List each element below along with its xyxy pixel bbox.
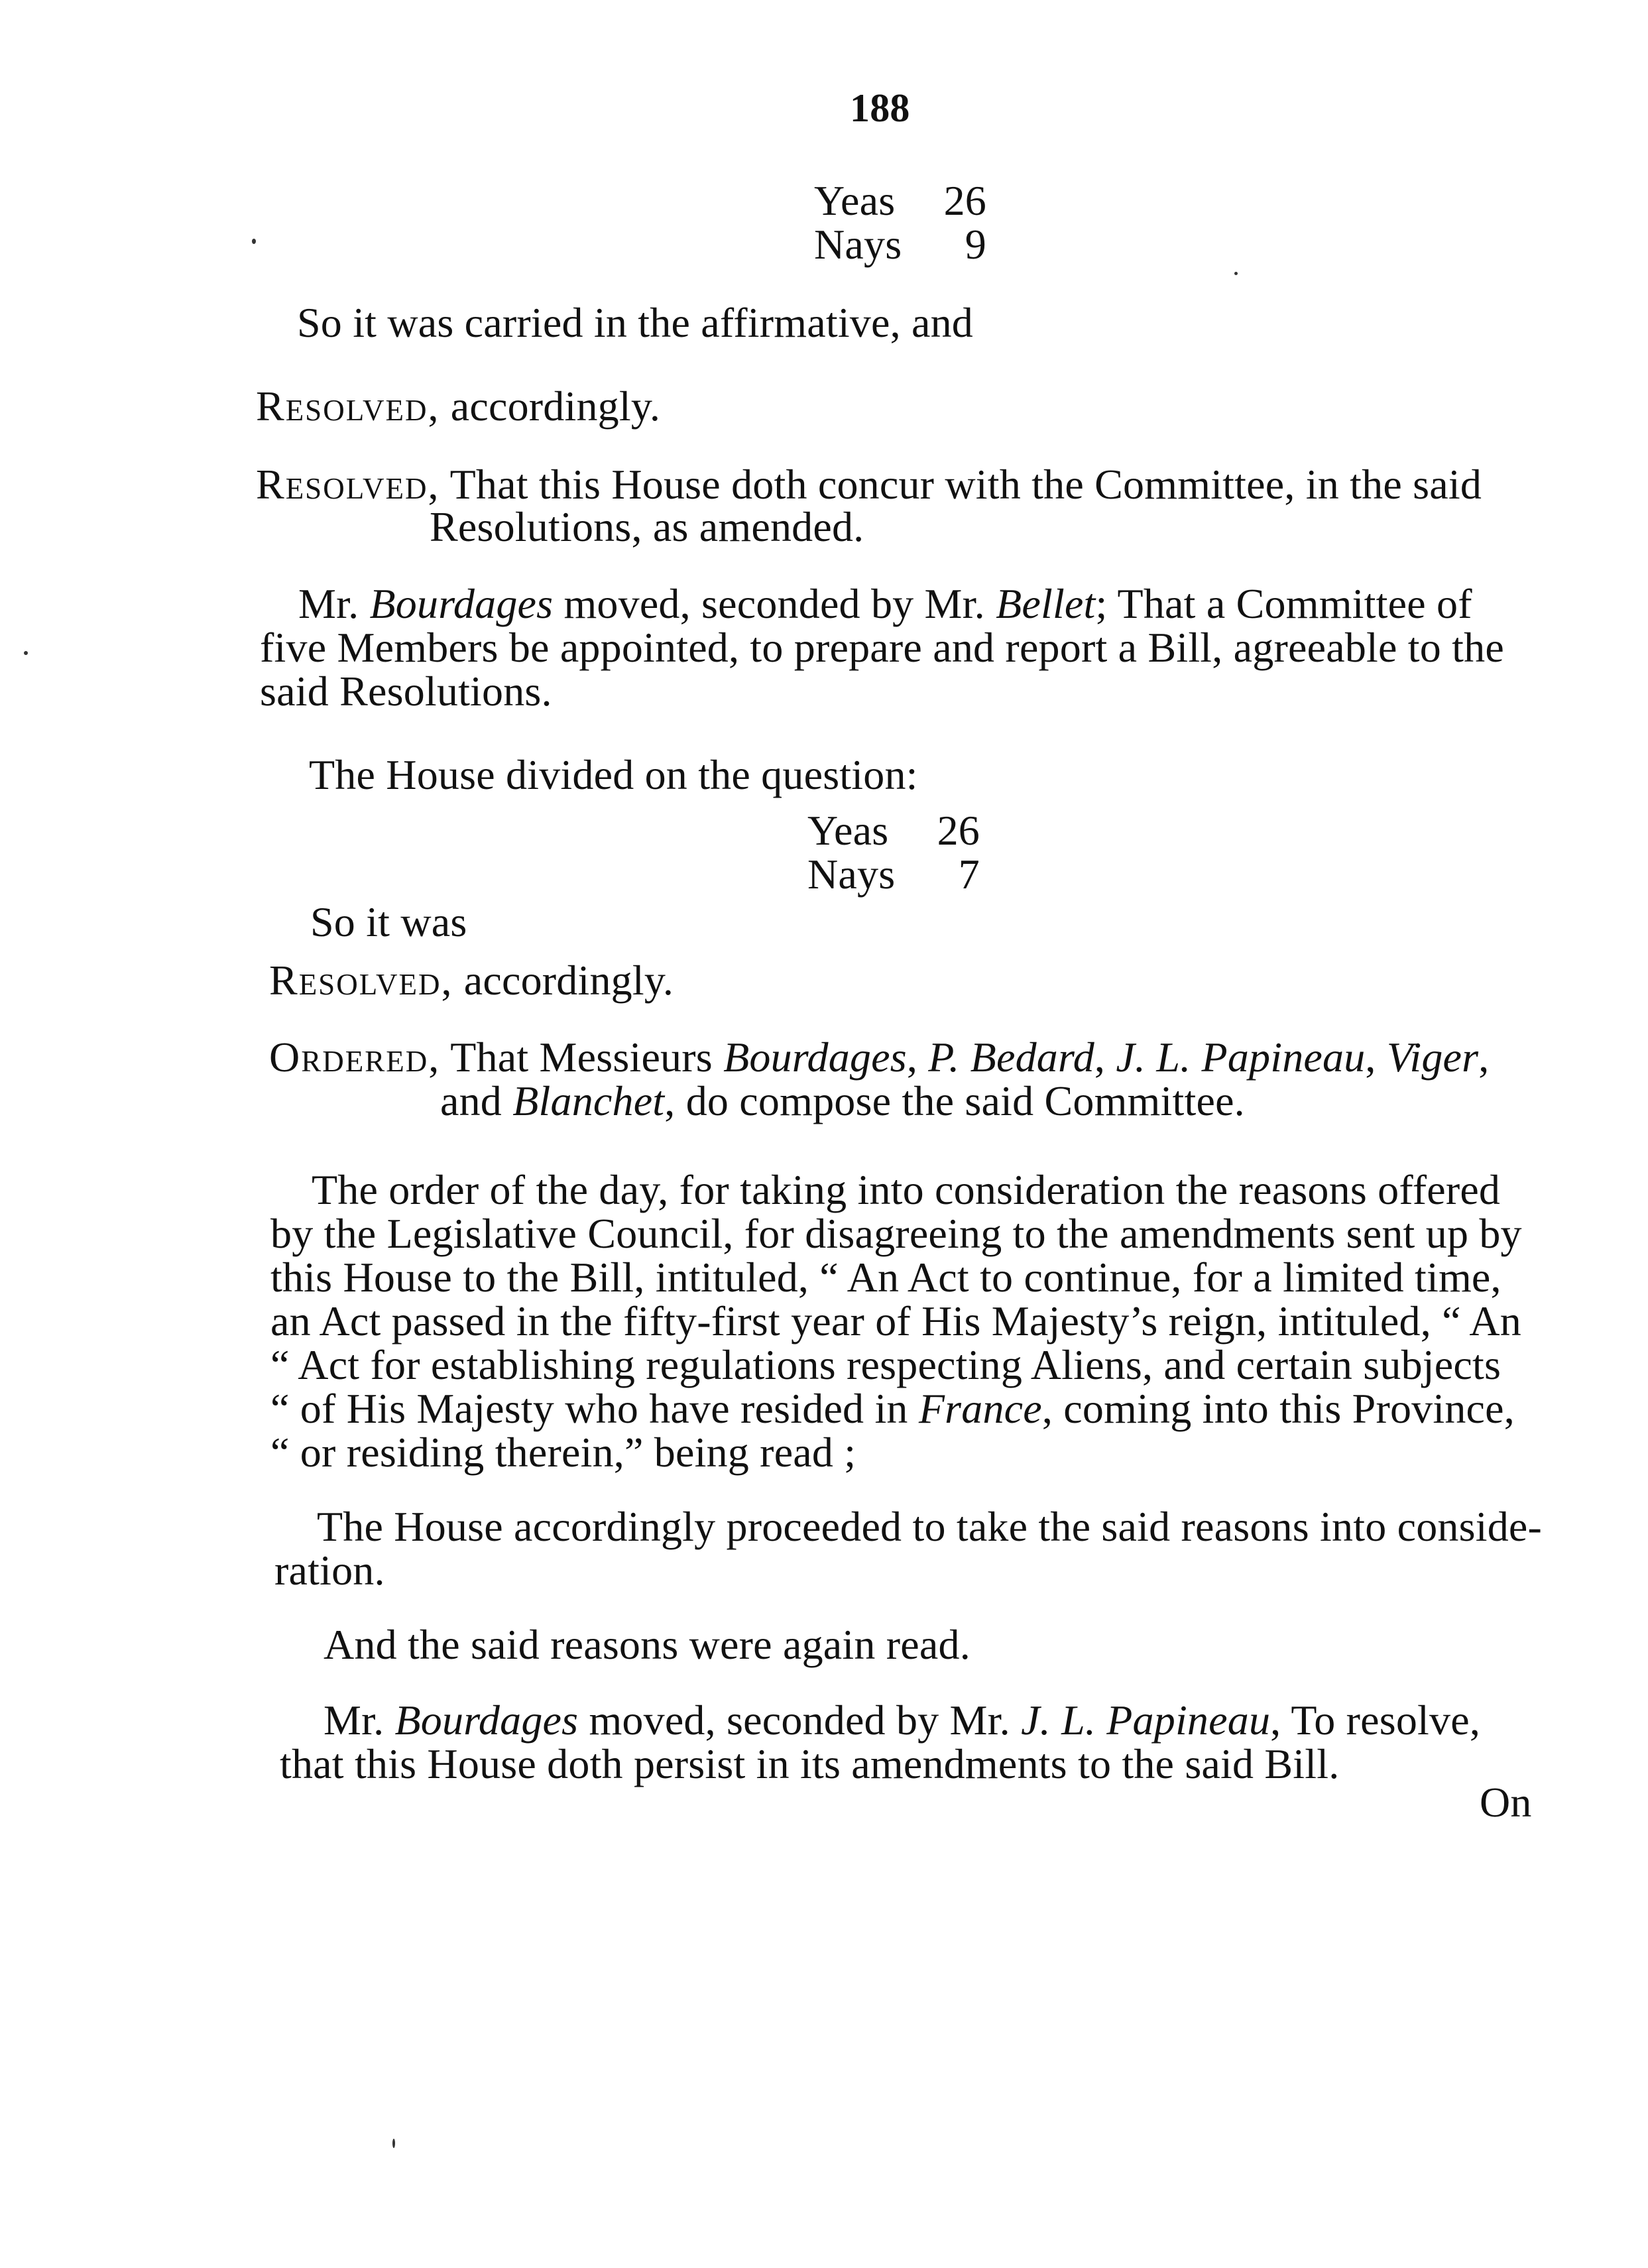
so-it-was: So it was	[310, 898, 467, 945]
order-day-line5: “ Act for establishing regulations respecting Aliens, and certain subjects	[270, 1341, 1501, 1388]
separator: ,	[906, 1034, 929, 1081]
motion-text: ; That a Committee of	[1095, 580, 1472, 627]
resolved-head: Resolved,	[256, 383, 440, 430]
yeas-value: 26	[943, 177, 986, 224]
member-name: J. L. Papineau	[1021, 1697, 1271, 1744]
order-day-line2: by the Legislative Council, for disagreeing to the amendments sent up by	[270, 1210, 1522, 1257]
scan-speck	[24, 651, 28, 655]
nays-label: Nays	[807, 851, 896, 898]
motion-text: moved, seconded by Mr.	[553, 580, 996, 627]
scan-speck	[252, 239, 256, 244]
scan-speck	[392, 2139, 395, 2148]
motion-line2: five Members be appointed, to prepare and report a Bill, agreeable to the	[260, 624, 1504, 671]
resolved-accordingly	[269, 957, 674, 1004]
ordered-line2	[440, 1078, 1245, 1124]
carried-paragraph: So it was carried in the affirmative, and	[297, 299, 974, 346]
member-name: Bellet	[996, 580, 1096, 627]
resolved-rest: accordingly.	[440, 383, 661, 430]
yeas-value: 26	[937, 807, 980, 854]
vote-nays	[814, 221, 986, 268]
order-day-line6	[270, 1386, 1515, 1432]
scan-speck	[1234, 272, 1238, 275]
ordered-text: and	[440, 1077, 513, 1124]
motion-text: , To resolve,	[1270, 1697, 1481, 1744]
page-number: 188	[850, 86, 910, 130]
vote-nays	[807, 851, 980, 898]
catchword: On	[1480, 1779, 1532, 1826]
proceeded-line2: ration.	[274, 1547, 385, 1594]
ordered-line1	[269, 1034, 1489, 1081]
motion2-line2: that this House doth persist in its amendments to the said Bill.	[280, 1740, 1340, 1787]
ordered-text: , do compose the said Committee.	[664, 1077, 1245, 1124]
member-name: P. Bedard	[928, 1034, 1094, 1081]
separator: ,	[1365, 1034, 1387, 1081]
yeas-label: Yeas	[807, 807, 889, 854]
order-day-text: , coming into this Province,	[1041, 1385, 1515, 1432]
nays-label: Nays	[814, 221, 902, 268]
resolved-text: That this House doth concur with the Committee, in the said	[440, 461, 1482, 508]
yeas-label: Yeas	[814, 177, 896, 224]
resolved-concur-line2: Resolutions, as amended.	[430, 503, 864, 550]
member-name: Blanchet	[512, 1077, 665, 1124]
resolved-head: Resolved,	[256, 461, 440, 508]
nays-value: 7	[958, 851, 980, 898]
order-day-line1: The order of the day, for taking into consideration the reasons offered	[312, 1166, 1501, 1213]
motion-text: Mr.	[324, 1697, 395, 1744]
motion-line1	[298, 581, 1472, 627]
member-name: Bourdages	[723, 1034, 907, 1081]
vote-yeas	[814, 178, 986, 224]
place-name: France	[918, 1385, 1042, 1432]
order-day-line3: this House to the Bill, intituled, “ An Act to continue, for a limited time,	[270, 1254, 1501, 1301]
again-read: And the said reasons were again read.	[324, 1621, 971, 1668]
resolved-head: Resolved,	[269, 957, 453, 1004]
order-day-text: “ of His Majesty who have resided in	[270, 1385, 919, 1432]
proceeded-line1: The House accordingly proceeded to take the said reasons into conside-	[317, 1503, 1543, 1550]
resolved-accordingly	[256, 383, 660, 430]
divided-paragraph: The House divided on the question:	[309, 751, 918, 798]
vote-yeas	[807, 807, 980, 854]
resolved-rest: accordingly.	[453, 957, 674, 1004]
motion-line3: said Resolutions.	[260, 668, 552, 715]
separator: ,	[1094, 1034, 1116, 1081]
nays-value: 9	[965, 221, 986, 268]
member-name: Bourdages	[369, 580, 554, 627]
ordered-text: That Messieurs	[440, 1034, 724, 1081]
order-day-line4: an Act passed in the fifty-first year of His Majesty’s reign, intituled, “ An	[270, 1297, 1521, 1344]
member-name: Bourdages	[394, 1697, 579, 1744]
member-name: J. L. Papineau	[1116, 1034, 1366, 1081]
member-name: Viger	[1386, 1034, 1479, 1081]
order-day-line7: “ or residing therein,” being read ;	[270, 1429, 856, 1476]
motion2-line1	[324, 1697, 1480, 1744]
motion-text: Mr.	[298, 580, 370, 627]
resolved-concur-line1	[256, 461, 1482, 508]
ordered-head: Ordered,	[269, 1034, 441, 1081]
motion-text: moved, seconded by Mr.	[578, 1697, 1022, 1744]
separator: ,	[1478, 1034, 1490, 1081]
